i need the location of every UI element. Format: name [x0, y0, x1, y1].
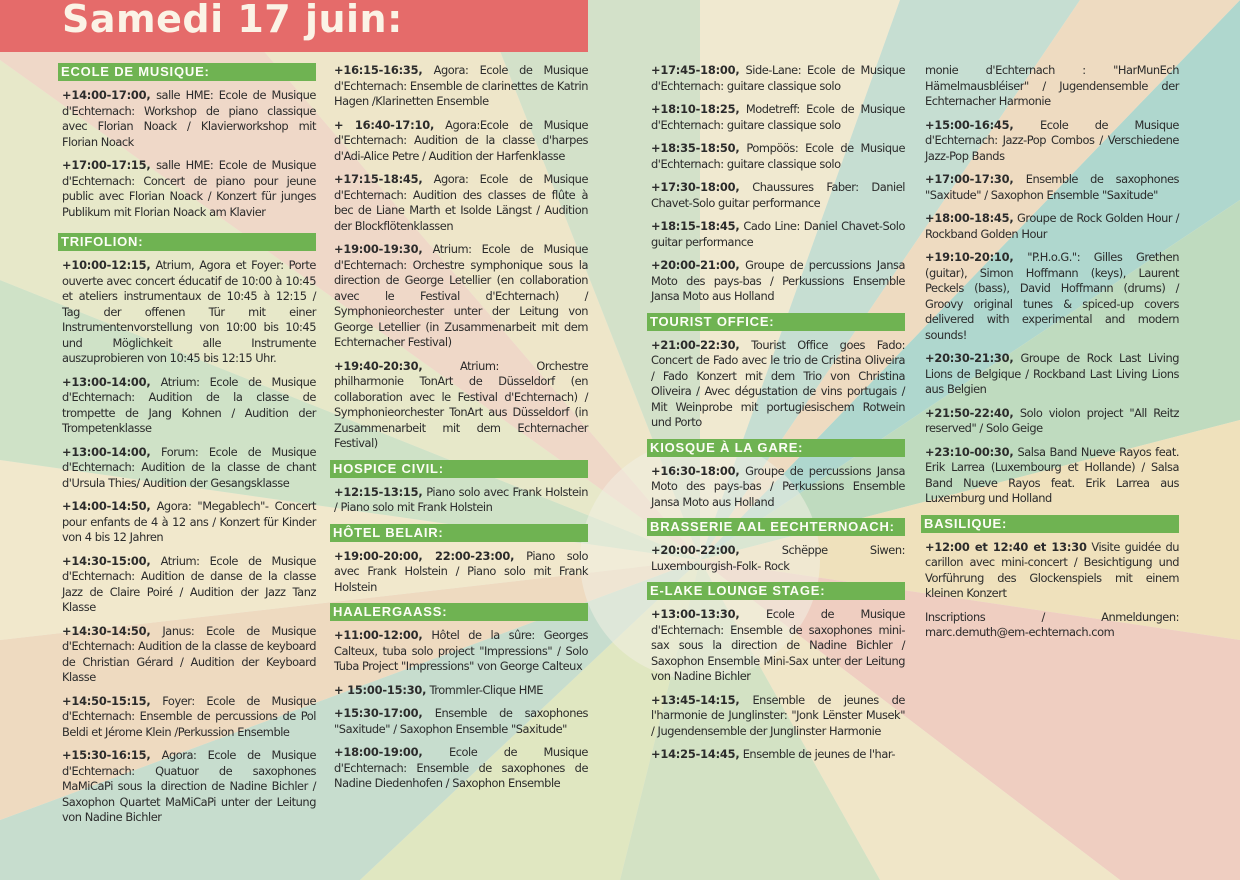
entry-text: Ecole de Musique d'Echternach: Ensemble de saxophones mini-sax sous la direction de Nadine Bichler / Saxophon Ensemble Mini-Sax unter der Leitung von Nadine Bichler: [651, 607, 905, 683]
entry-text: Pompöös: Ecole de Musique d'Echternach: guitare classique solo: [651, 141, 905, 171]
entry-time: + 16:40-17:10,: [334, 117, 435, 132]
entry-text: Ensemble de saxophones "Saxitude" / Saxophon Ensemble "Saxitude": [925, 172, 1180, 202]
entry-text: Inscriptions / Anmeldungen: marc.demuth@em-echternach.com: [925, 609, 1179, 639]
schedule-entry: [62, 748, 316, 826]
entry-text: Groupe de Rock Golden Hour / Rockband Golden Hour: [925, 211, 1179, 241]
section-header-basilique: BASILIQUE:: [921, 515, 1179, 533]
entry-time: +18:15-18:45,: [651, 219, 740, 233]
schedule-entry: [334, 706, 588, 737]
entry-time: +18:00-19:00,: [334, 745, 423, 759]
entry-text: Tourist Office goes Fado: Concert de Fado avec le trio de Cristina Oliveira / Fado Konzert mit dem Trio von Christina Oliveira / Avec dégustation de vins portugais / Mit Weinprobe mit portugiesischem Rotwein und Porto: [651, 337, 906, 429]
schedule-entry: [651, 464, 905, 511]
entry-time: +13:00-13:30,: [651, 607, 740, 621]
schedule-entry: [651, 63, 905, 94]
schedule-entry: [334, 683, 588, 699]
schedule-entry: [334, 745, 588, 792]
entry-text: salle HME: Ecole de Musique d'Echternach: Workshop de piano classique avec Florian Noack / Klavierworkshop mit Florian Noack: [62, 88, 316, 149]
entry-time: +14:30-15:00,: [62, 553, 151, 568]
section-header-haalergaass: HAALERGAASS:: [330, 603, 588, 621]
schedule-entry: [651, 338, 905, 431]
entry-time: + 15:00-15:30,: [334, 682, 427, 697]
entry-time: +15:30-16:15,: [62, 748, 151, 762]
schedule-entry: [925, 211, 1179, 242]
entry-text: Modetreff: Ecole de Musique d'Echternach: guitare classique solo: [651, 102, 905, 132]
schedule-entry: [62, 158, 316, 220]
section-header-tourist-office: TOURIST OFFICE:: [647, 313, 905, 331]
entry-text: Cado Line: Daniel Chavet-Solo guitar performance: [651, 219, 906, 249]
entry-text: Ecole de Musique d'Echternach: Ensemble de saxophones de Nadine Diedenhofen / Saxophon Ensemble: [334, 745, 588, 790]
entry-text: Forum: Ecole de Musique d'Echternach: Audition de la classe de chant d'Ursula Thies/ Audition der Gesangsklasse: [62, 444, 317, 490]
entry-time: +12:15-13:15,: [334, 484, 423, 499]
entry-text: Atrium: Ecole de Musique d'Echternach: Orchestre symphonique sous la direction de George Letellier (en collaboration avec le Festival d'Echternach) / Symphonieorchester unter der Leitung von George Letellier (in Zusammenarbeit mit dem Echternacher Festival): [334, 242, 588, 349]
schedule-entry: [334, 628, 588, 675]
schedule-entry: [62, 694, 316, 741]
entry-text: Groupe de Rock Last Living Lions de Belgique / Rockband Last Living Lions aus Belgien: [925, 351, 1180, 396]
schedule-entry: [62, 554, 316, 616]
entry-text: Agora: Ecole de Musique d'Echternach: Ensemble de clarinettes de Katrin Hagen /Klarinetten Ensemble: [334, 63, 588, 108]
entry-time: +21:50-22:40,: [925, 405, 1014, 420]
section-header-ecole-de-musique: ECOLE DE MUSIQUE:: [58, 63, 316, 81]
entry-text: Groupe de percussions Jansa Moto des pays-bas / Perkussions Ensemble Jansa Moto aus Holland: [651, 258, 906, 303]
entry-time: +16:15-16:35,: [334, 63, 423, 77]
entry-time: +17:45-18:00,: [651, 63, 740, 77]
entry-time: +19:00-20:00, 22:00-23:00,: [334, 548, 515, 563]
entry-text: Atrium, Agora et Foyer: Porte ouverte avec concert éducatif de 10:00 à 10:45 et ateliers instrumentaux de 10:45 à 12:15 / Tag der offenen Tür mit einer Instrumentenvorstellung von 10:00 bis 10:45 und Möglichkeit alle Instrumente auszuprobieren von 10:45 bis 12:15 Uhr.: [62, 258, 316, 365]
entry-text: Piano solo avec Frank Holstein / Piano solo mit Frank Holstein: [334, 484, 588, 514]
schedule-entry: [925, 445, 1179, 507]
schedule-entry: [62, 88, 316, 150]
entry-time: +19:40-20:30,: [334, 358, 423, 373]
entry-text: Piano solo avec Frank Holstein / Piano solo mit Frank Holstein: [334, 548, 589, 594]
entry-time: +16:30-18:00,: [651, 463, 740, 478]
section-header-brasserie-aal-eechternoach: BRASSERIE AAL EECHTERNOACH:: [647, 518, 905, 536]
entry-text: Atrium: Orchestre philharmonie TonArt de Düsseldorf (en collaboration avec le Festival d'Echternach) / Symphonieorchester TonArt aus Düsseldorf (in Zusammenarbeit mit dem Echternacher Festival): [334, 358, 589, 450]
entry-time: +18:10-18:25,: [651, 102, 740, 116]
entry-text: Atrium: Ecole de Musique d'Echternach: Audition de danse de la classe Jazz de Claire Poiré / Audition der Jazz Tanz Klasse: [62, 553, 316, 614]
entry-text: Ecole de Musique d'Echternach: Jazz-Pop Combos / Verschiedene Jazz-Pop Bands: [925, 117, 1179, 163]
entry-time: +20:30-21:30,: [925, 351, 1014, 365]
entry-text: Solo violon project "All Reitz reserved" / Solo Geige: [925, 405, 1179, 435]
entry-time: +14:50-15:15,: [62, 693, 151, 708]
schedule-entry: [62, 624, 316, 686]
entry-text: Ensemble de saxophones "Saxitude" / Saxophon Ensemble "Saxitude": [334, 706, 589, 736]
schedule-entry: [651, 693, 905, 740]
entry-time: +18:00-18:45,: [925, 211, 1014, 225]
entry-text: Foyer: Ecole de Musique d'Echternach: Ensemble de percussions de Pol Beldi et Jérome Klein /Perkussion Ensemble: [62, 693, 317, 739]
entry-text: Side-Lane: Ecole de Musique d'Echternach: guitare classique solo: [651, 63, 906, 93]
section-header-hotel-belair: HÔTEL BELAIR:: [330, 524, 588, 542]
entry-time: +13:45-14:15,: [651, 692, 740, 707]
entry-time: +14:00-17:00,: [62, 88, 151, 102]
section-header-trifolion: TRIFOLION:: [58, 233, 316, 251]
schedule-entry: [62, 258, 316, 367]
schedule-entry: [925, 172, 1179, 203]
page-title: Samedi 17 juin:: [62, 0, 403, 41]
schedule-entry: [651, 180, 905, 211]
entry-text: Ensemble de jeunes de l'harmonie de Junglinster: "Jonk Lënster Musek" / Jugendensemble der Junglinster Harmonie: [651, 692, 905, 738]
entry-time: +20:00-22:00,: [651, 543, 740, 557]
entry-text: monie d'Echternach : "HarMunEch Hämelmausbléiser" / Jugendensemble der Echternacher Harmonie: [925, 63, 1179, 108]
schedule-entry: [651, 543, 905, 574]
schedule-entry: [651, 141, 905, 172]
entry-text: salle HME: Ecole de Musique d'Echternach: Concert de piano pour jeune public avec Florian Noack / Konzert für junges Publikum mit Florian Noack am Klavier: [62, 158, 316, 219]
entry-time: +19:00-19:30,: [334, 242, 423, 256]
schedule-entry: [334, 242, 588, 351]
entry-text: Agora: Ecole de Musique d'Echternach: Audition des classes de flûte à bec de Liane Marth et Isolde Längst / Audition der Blockflötenklassen: [334, 172, 588, 233]
schedule-entry: [62, 445, 316, 492]
entry-text: Groupe de percussions Jansa Moto des pays-bas / Perkussions Ensemble Jansa Moto aus Holland: [651, 463, 906, 509]
schedule-entry: [651, 607, 905, 685]
schedule-entry: [334, 63, 588, 110]
entry-text: Atrium: Ecole de Musique d'Echternach: Audition de la classe de trompette de Jang Kohnen / Audition der Trompetenklasse: [62, 374, 316, 435]
schedule-entry: [925, 351, 1179, 398]
schedule-entry: [651, 219, 905, 250]
entry-time: +15:30-17:00,: [334, 706, 423, 720]
entry-time: +13:00-14:00,: [62, 374, 151, 389]
schedule-entry: [334, 118, 588, 165]
program-column-1: [62, 63, 316, 834]
entry-time: +14:25-14:45,: [651, 747, 740, 761]
entry-text: Agora: Ecole de Musique d'Echternach: Quatuor de saxophones MaMiCaPi sous la direction de Nadine Bichler / Saxophon Quartet MaMiCaPi unter der Leitung von Nadine Bichler: [62, 748, 316, 824]
entry-text: Trommler-Clique HME: [429, 682, 543, 697]
entry-text: Ensemble de jeunes de l'har-: [742, 747, 896, 761]
schedule-entry: [334, 549, 588, 596]
schedule-entry: [62, 375, 316, 437]
entry-text: Schëppe Siwen: Luxembourgish-Folk- Rock: [651, 543, 905, 573]
program-column-2: [334, 63, 588, 800]
schedule-entry: [334, 172, 588, 234]
schedule-entry: [62, 499, 316, 546]
contact-info: [925, 610, 1179, 641]
entry-time: +12:00 et 12:40 et 13:30: [925, 539, 1087, 554]
section-header-e-lake-lounge-stage: E-LAKE LOUNGE STAGE:: [647, 582, 905, 600]
schedule-entry: [925, 118, 1179, 165]
schedule-entry: [651, 258, 905, 305]
entry-time: +17:30-18:00,: [651, 180, 740, 194]
schedule-entry: [925, 406, 1179, 437]
entry-text: Salsa Band Nueve Rayos feat. Erik Larrea (Luxembourg et Hollande) / Salsa Band Nueve Rayos feat. Erik Larrea aus Luxemburg und Holland: [925, 444, 1179, 505]
title-banner: [0, 0, 588, 52]
entry-time: +20:00-21:00,: [651, 258, 740, 272]
schedule-entry: [334, 359, 588, 452]
entry-text: Chaussures Faber: Daniel Chavet-Solo guitar performance: [651, 180, 905, 210]
entry-time: +14:30-14:50,: [62, 623, 151, 638]
entry-time: +10:00-12:15,: [62, 258, 151, 272]
entry-text: Hôtel de la sûre: Georges Calteux, tuba solo project "Impressions" / Solo Tuba Project "Impressions" von George Calteux: [334, 628, 589, 673]
program-column-4: [925, 63, 1179, 649]
entry-time: +17:00-17:30,: [925, 172, 1014, 186]
entry-text: Agora:Ecole de Musique d'Echternach: Audition de la classe d'harpes d'Adi-Alice Petre / Audition der Harfenklasse: [334, 117, 589, 163]
entry-time: +21:00-22:30,: [651, 337, 740, 352]
entry-time: +17:15-18:45,: [334, 172, 423, 186]
schedule-entry: [925, 250, 1179, 343]
section-header-kiosque-a-la-gare: KIOSQUE À LA GARE:: [647, 439, 905, 457]
entry-text: "P.H.o.G.": Gilles Grethen (guitar), Simon Hoffmann (keys), Laurent Peckels (bass), David Hoffmann (drums) / Groovy original tunes & spiced-up covers delivered with experimental and modern sounds!: [925, 250, 1180, 342]
entry-time: +11:00-12:00,: [334, 628, 423, 642]
section-header-hospice-civil: HOSPICE CIVIL:: [330, 460, 588, 478]
entry-text: Agora: "Megablech"- Concert pour enfants de 4 à 12 ans / Konzert für Kinder von 4 bis 12 Jahren: [62, 499, 317, 544]
entry-time: +18:35-18:50,: [651, 141, 740, 155]
entry-time: +13:00-14:00,: [62, 444, 151, 459]
schedule-entry: [651, 747, 905, 763]
entry-time: +19:10-20:10,: [925, 250, 1014, 264]
program-column-3: [651, 63, 905, 771]
entry-time: +17:00-17:15,: [62, 158, 151, 172]
entry-text: Visite guidée du carillon avec mini-concert / Besichtigung und Vorführung des Glockenspiels mit einem kleinen Konzert: [925, 539, 1179, 600]
schedule-entry: [925, 63, 1179, 110]
entry-time: +14:00-14:50,: [62, 499, 151, 513]
schedule-entry: [334, 485, 588, 516]
schedule-entry: [651, 102, 905, 133]
entry-time: +15:00-16:45,: [925, 117, 1014, 132]
entry-text: Janus: Ecole de Musique d'Echternach: Audition de la classe de keyboard de Christian Gérard / Audition der Keyboard Klasse: [62, 623, 316, 684]
entry-time: +23:10-00:30,: [925, 444, 1014, 459]
schedule-entry: [925, 540, 1179, 602]
